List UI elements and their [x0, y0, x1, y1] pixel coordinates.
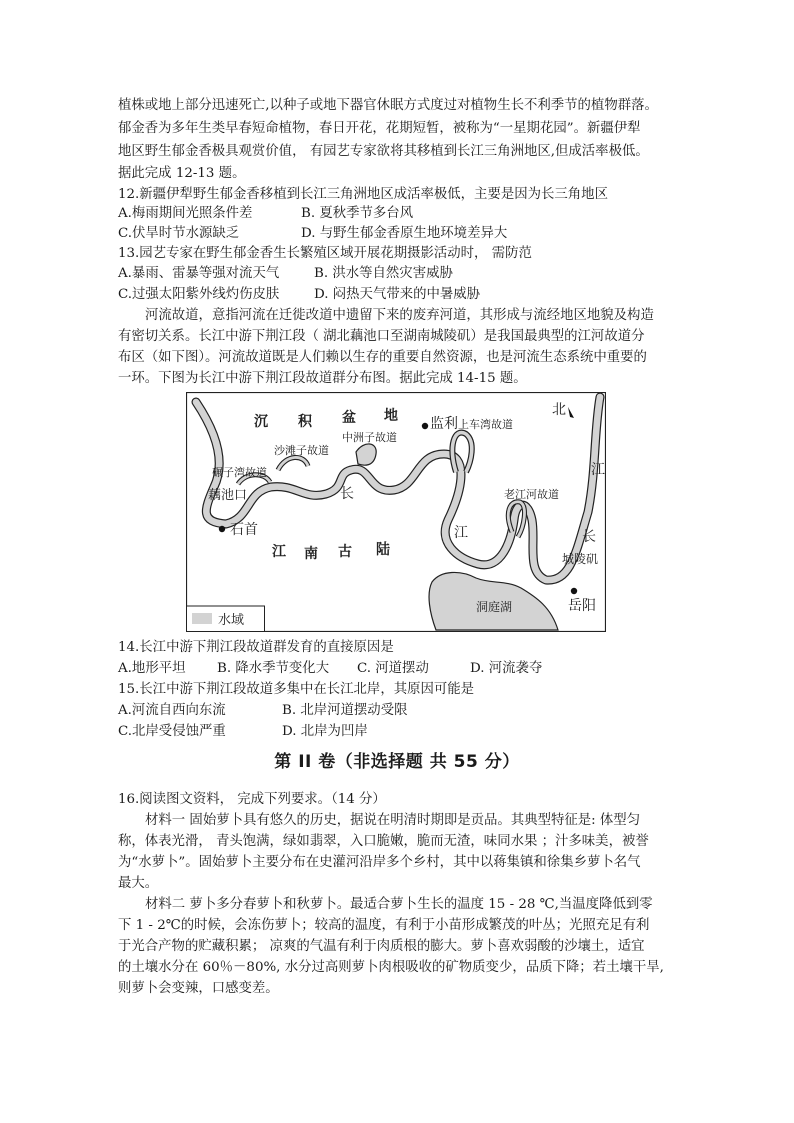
yueyang-marker — [571, 588, 577, 594]
q14-option-c: C. 河道摆动 — [357, 661, 429, 676]
q15-stem: 15.长江中游下荆江段故道多集中在长江北岸，其原因可能是 — [118, 682, 475, 697]
q13-option-d: D. 闷热天气带来的中暑威胁 — [314, 287, 481, 302]
q16-material1-line-3: 为“水萝卜”。固始萝卜主要分布在史灌河沿岸多个乡村，其中以蒋集镇和徐集乡萝卜名气 — [118, 855, 641, 870]
river-char-jiang-mid: 江 — [454, 525, 468, 541]
ancient-land-char-1: 江 — [272, 544, 286, 560]
q13-option-b: B. 洪水等自然灾害威胁 — [314, 266, 453, 281]
passage2-line-1: 河流故道，意指河流在迁徙改道中遗留下来的废弃河道，其形成与流经地区地貌及构造 — [145, 308, 654, 323]
shishou-label: 石首 — [230, 522, 258, 538]
laojianghe-label: 老江河故道 — [504, 488, 559, 501]
q15-option-a: A.河流自西向东流 — [118, 703, 226, 718]
q13-option-c: C.过强太阳紫外线灼伤皮肤 — [118, 287, 280, 302]
section-ii-heading: 第 II 卷（非选择题 共 55 分） — [274, 752, 520, 772]
north-label: 北 — [552, 402, 566, 418]
passage2-line-3: 布区（如下图）。河流故道既是人们赖以生存的重要自然资源，也是河流生态系统中重要的 — [118, 350, 647, 365]
q12-stem: 12.新疆伊犁野生郁金香移植到长江三角洲地区成活率极低，主要是因为长三角地区 — [118, 187, 608, 202]
q15-option-b: B. 北岸河道摆动受限 — [282, 703, 408, 718]
shishou-marker — [219, 526, 225, 532]
q16-stem: 16.阅读图文资料， 完成下列要求。（14 分） — [118, 792, 386, 807]
basin-char-2: 积 — [298, 414, 312, 430]
basin-char-1: 沉 — [254, 414, 268, 430]
basin-char-4: 地 — [384, 408, 398, 424]
ancient-land-char-2: 南 — [304, 546, 318, 562]
q16-material2-line-1: 材料二 萝卜多分春萝卜和秋萝卜。最适合萝卜生长的温度 15 - 28 ℃,当温度降低到零 — [145, 897, 653, 912]
intro-line-4: 据此完成 12-13 题。 — [118, 166, 246, 181]
jianli-label: 监利 — [430, 416, 458, 432]
passage2-line-2: 有密切关系。长江中游下荆江段（ 湖北藕池口至湖南城陵矶）是我国最典型的江河故道分 — [118, 329, 645, 344]
q16-material2-line-4: 的土壤水分在 60％－80%, 水分过高则萝卜肉根吸收的矿物质变少，品质下降；若土壤干旱, — [118, 960, 664, 975]
jingjiang-oxbow-map — [186, 392, 606, 632]
q16-material2-line-5: 则萝卜会变辣，口感变差。 — [118, 981, 279, 996]
intro-line-2: 郁金香为多年生类早春短命植物，春日开花，花期短暂，被称为“一星期花园”。新疆伊犁 — [118, 121, 641, 136]
shangchewan-label: 上车湾故道 — [458, 418, 513, 431]
ancient-land-char-4: 陆 — [376, 542, 390, 558]
intro-line-3: 地区野生郁金香极具观赏价值， 有园艺专家欲将其移植到长江三角洲地区,但成活率极低。 — [118, 144, 649, 159]
q14-option-d: D. 河流袭夺 — [470, 661, 543, 676]
q15-option-d: D. 北岸为凹岸 — [282, 724, 368, 739]
q16-material2-line-3: 于光合产物的贮藏积累； 凉爽的气温有利于肉质根的膨大。萝卜喜欢弱酸的沙壤土，适宜 — [118, 939, 645, 954]
q12-option-a: A.梅雨期间光照条件差 — [118, 206, 253, 221]
chenglingji-label: 城陵矶 — [562, 552, 599, 566]
river-char-jiang-right: 江 — [591, 462, 605, 478]
intro-line-1: 植株或地上部分迅速死亡,以种子或地下器官休眠方式度过对植物生长不利季节的植物群落。 — [118, 98, 658, 113]
q14-option-a: A.地形平坦 — [118, 661, 186, 676]
river-char-chang-mid: 长 — [340, 486, 354, 502]
q16-material2-line-2: 下 1 - 2℃的时候，会冻伤萝卜；较高的温度，有利于小苗形成繁茂的叶丛；光照充足有利 — [118, 918, 650, 933]
passage2-line-4: 一环。下图为长江中游下荆江段故道群分布图。据此完成 14-15 题。 — [118, 371, 527, 386]
q16-material1-line-2: 称，体表光滑， 青头饱满，绿如翡翠，入口脆嫩，脆而无渣，味同水果 ；汁多味美，被誉 — [118, 834, 649, 849]
q14-option-b: B. 降水季节变化大 — [217, 661, 330, 676]
map-legend — [187, 606, 265, 632]
basin-char-3: 盆 — [342, 410, 356, 426]
q13-stem: 13.园艺专家在野生郁金香生长繁殖区域开展花期摄影活动时， 需防范 — [118, 246, 532, 261]
ancient-land-char-3: 古 — [338, 544, 352, 560]
river-char-chang-right: 长 — [582, 529, 596, 545]
dianziwan-label: 碾子湾故道 — [212, 466, 267, 479]
q14-stem: 14.长江中游下荆江段故道群发育的直接原因是 — [118, 640, 394, 655]
q13-option-a: A.暴雨、雷暴等强对流天气 — [118, 266, 280, 281]
q12-option-d: D. 与野生郁金香原生地环境差异大 — [301, 226, 508, 241]
legend-label: 水域 — [218, 613, 245, 628]
q16-material1-line-1: 材料一 固始萝卜具有悠久的历史，据说在明清时期即是贡品。其典型特征是: 体型匀 — [145, 813, 641, 828]
shatanzi-label: 沙滩子故道 — [274, 444, 329, 457]
zhongzhouzi-label: 中洲子故道 — [342, 431, 397, 444]
q12-option-b: B. 夏秋季节多台风 — [301, 206, 414, 221]
ouchikou-label: 藕池口 — [208, 488, 248, 503]
dongting-label: 洞庭湖 — [476, 600, 513, 614]
q12-option-c: C.伏旱时节水源缺乏 — [118, 226, 240, 241]
jianli-marker — [422, 423, 428, 429]
q15-option-c: C.北岸受侵蚀严重 — [118, 724, 226, 739]
yueyang-label: 岳阳 — [568, 598, 596, 614]
q16-material1-line-4: 最大。 — [118, 876, 159, 891]
